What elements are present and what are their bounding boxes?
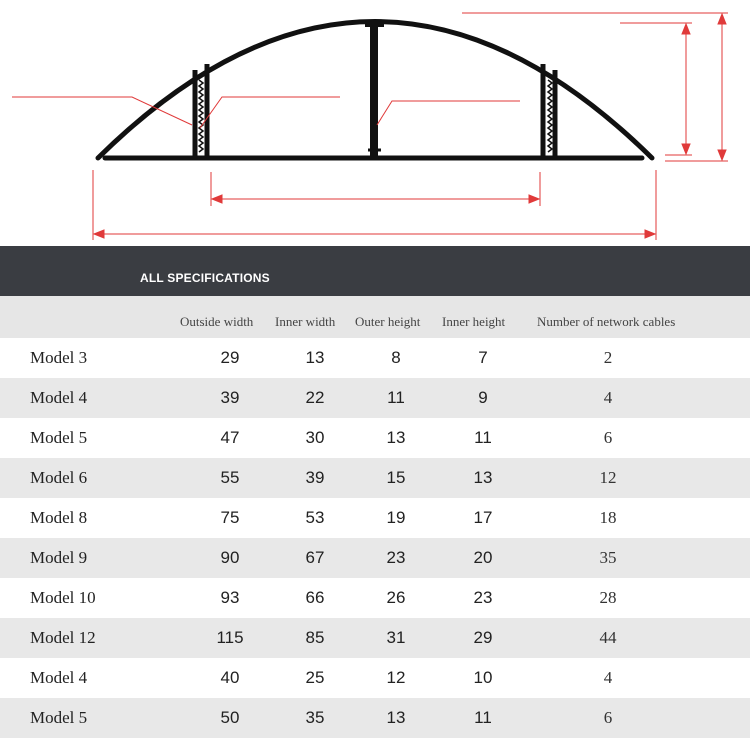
center-post — [365, 25, 384, 156]
inner-width-value: 25 — [305, 668, 325, 687]
specifications-banner — [0, 246, 750, 296]
table-row — [0, 698, 750, 738]
model-name: Model 8 — [30, 508, 88, 527]
table-row — [0, 498, 750, 538]
table-row — [0, 578, 750, 618]
model-name: Model 5 — [30, 708, 88, 727]
cables-value: 6 — [603, 428, 613, 447]
model-name: Model 10 — [30, 588, 96, 607]
table-row — [0, 458, 750, 498]
inner-height-value: 13 — [473, 468, 493, 487]
header-inner-height: Inner height — [442, 314, 506, 329]
inner-width-value: 30 — [305, 428, 325, 447]
inner-width-value: 39 — [305, 468, 325, 487]
outer-height-value: 31 — [386, 628, 406, 647]
specifications-table — [0, 296, 750, 738]
outside-width-value: 115 — [216, 628, 244, 647]
header-outside-width: Outside width — [180, 314, 254, 329]
cables-value: 44 — [599, 628, 617, 647]
outer-height-value: 19 — [386, 508, 406, 527]
header-outer-height: Outer height — [355, 314, 421, 329]
outer-height-dimension — [462, 13, 728, 161]
table-row — [0, 338, 750, 378]
inner-height-value: 23 — [473, 588, 493, 607]
table-header-row — [0, 296, 750, 338]
table-row — [0, 618, 750, 658]
outer-height-value: 26 — [386, 588, 406, 607]
center-post-leader — [377, 101, 520, 125]
header-inner-width: Inner width — [275, 314, 336, 329]
model-name: Model 4 — [30, 388, 88, 407]
inner-width-dimension — [211, 172, 540, 206]
outside-width-dimension — [93, 170, 656, 240]
outside-width-value: 39 — [220, 388, 240, 407]
cables-value: 28 — [599, 588, 617, 607]
cables-value: 2 — [603, 348, 613, 367]
model-name: Model 12 — [30, 628, 96, 647]
outside-width-value: 29 — [220, 348, 240, 367]
outside-width-value: 93 — [220, 588, 240, 607]
outer-height-value: 8 — [391, 348, 401, 367]
inner-width-value: 67 — [305, 548, 325, 567]
cables-value: 4 — [603, 668, 613, 687]
banner-title: ALL SPECIFICATIONS — [140, 271, 270, 285]
inner-width-value: 13 — [305, 348, 325, 367]
inner-height-value: 9 — [478, 388, 488, 407]
inner-height-value: 20 — [473, 548, 493, 567]
table-row — [0, 378, 750, 418]
cable-cover-profile-diagram — [0, 0, 750, 246]
inner-width-value: 22 — [305, 388, 325, 407]
outer-height-value: 11 — [387, 388, 405, 407]
outer-height-value: 15 — [386, 468, 406, 487]
inner-width-value: 85 — [305, 628, 325, 647]
leader-lines — [12, 97, 520, 128]
model-name: Model 4 — [30, 668, 88, 687]
outer-height-value: 23 — [386, 548, 406, 567]
inner-width-value: 35 — [305, 708, 325, 727]
outer-height-value: 13 — [386, 428, 406, 447]
inner-height-value: 7 — [478, 348, 488, 367]
inner-width-value: 66 — [305, 588, 325, 607]
model-name: Model 6 — [30, 468, 88, 487]
inner-height-value: 17 — [473, 508, 493, 527]
table-row — [0, 658, 750, 698]
table-row — [0, 418, 750, 458]
inner-height-value: 29 — [473, 628, 493, 647]
inner-height-value: 10 — [473, 668, 493, 687]
inner-wall-leader — [200, 97, 340, 128]
outer-height-value: 12 — [386, 668, 406, 687]
outside-width-value: 75 — [220, 508, 240, 527]
cables-value: 4 — [603, 388, 613, 407]
table-row — [0, 538, 750, 578]
cables-value: 18 — [599, 508, 617, 527]
inner-height-value: 11 — [474, 708, 492, 727]
model-name: Model 9 — [30, 548, 88, 567]
model-name: Model 5 — [30, 428, 88, 447]
cables-value: 35 — [599, 548, 617, 567]
outside-width-value: 50 — [220, 708, 240, 727]
cables-value: 6 — [603, 708, 613, 727]
inner-width-value: 53 — [305, 508, 325, 527]
model-name: Model 3 — [30, 348, 88, 367]
outer-height-value: 13 — [386, 708, 406, 727]
outside-width-value: 90 — [220, 548, 240, 567]
outside-width-value: 40 — [220, 668, 240, 687]
header-network-cables: Number of network cables — [537, 314, 676, 329]
outside-width-value: 55 — [220, 468, 240, 487]
cables-value: 12 — [599, 468, 617, 487]
inner-height-value: 11 — [474, 428, 492, 447]
outside-width-value: 47 — [220, 428, 240, 447]
